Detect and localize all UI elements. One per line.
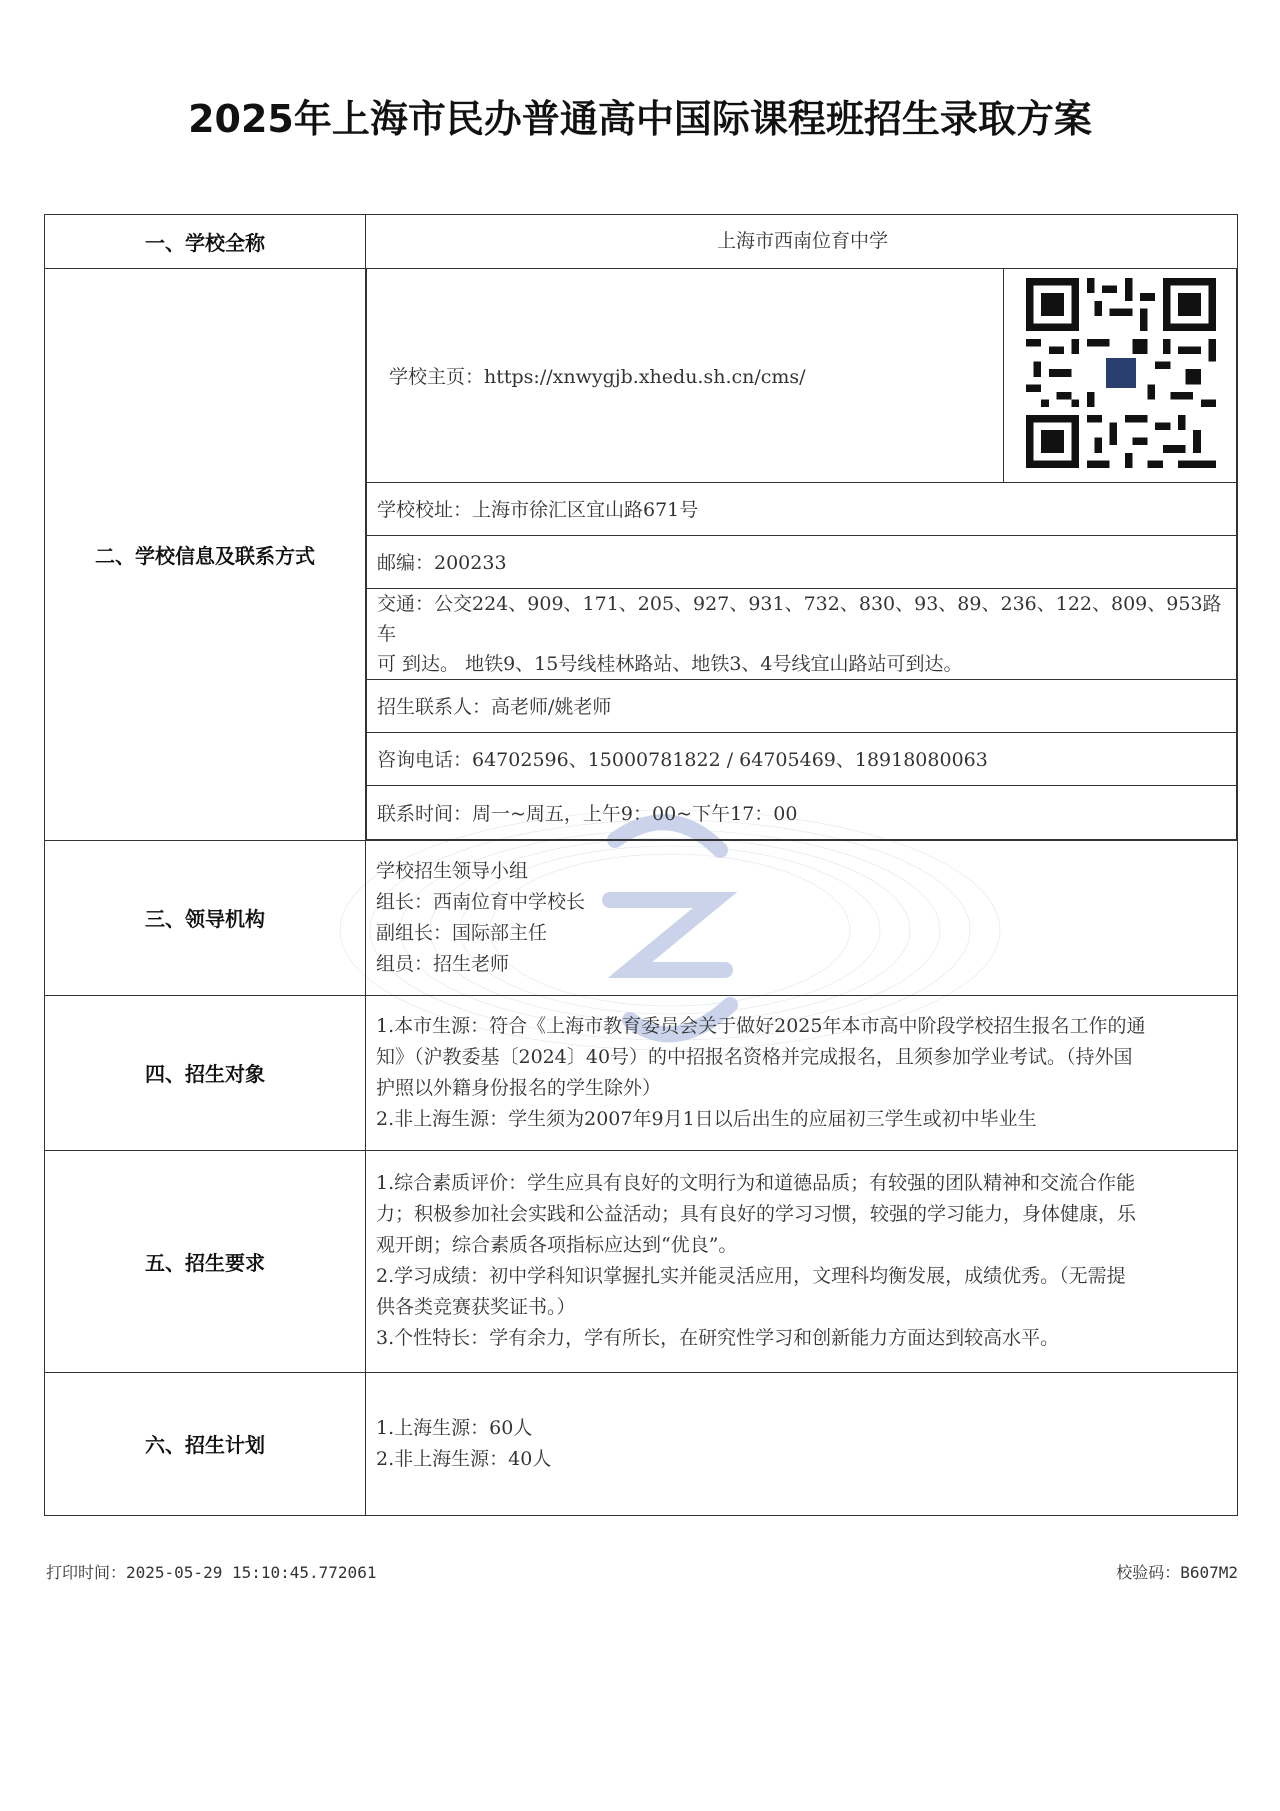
- label-school-info: 二、学校信息及联系方式: [45, 269, 366, 841]
- label-plan: 六、招生计划: [45, 1372, 366, 1515]
- phone-row: [367, 732, 1237, 785]
- qr-code-cell: [1004, 269, 1237, 482]
- requirement-line: 3.个性特长：学有余力，学有所长，在研究性学习和创新能力方面达到较高水平。: [376, 1327, 1060, 1349]
- row-plan: [45, 1372, 1238, 1515]
- requirement-line: 2.学习成绩：初中学科知识掌握扎实并能灵活应用，文理科均衡发展，成绩优秀。（无需提: [376, 1265, 1126, 1287]
- row-requirements: [45, 1150, 1238, 1372]
- hours-row: [367, 785, 1237, 839]
- target-line: 护照以外籍身份报名的学生除外）: [376, 1076, 662, 1099]
- label-target: 四、招生对象: [45, 995, 366, 1150]
- contact-row: [367, 679, 1237, 732]
- leadership-line: 副组长：国际部主任: [376, 921, 548, 944]
- school-name: 上海市西南位育中学: [366, 215, 1238, 269]
- requirement-line: 1.综合素质评价：学生应具有良好的文明行为和道德品质；有较强的团队精神和交流合作能: [376, 1172, 1136, 1194]
- phone-text: 咨询电话：64702596、15000781822 / 64705469、18918080063: [367, 732, 1237, 785]
- label-leadership: 三、领导机构: [45, 840, 366, 995]
- hours-text: 联系时间：周一~周五，上午9：00~下午17：00: [367, 785, 1237, 839]
- address-text: 学校校址：上海市徐汇区宜山路671号: [367, 482, 1237, 535]
- requirement-line: 力；积极参加社会实践和公益活动；具有良好的学习习惯，较强的学习能力，身体健康，乐: [376, 1203, 1137, 1225]
- plan-line: 2.非上海生源：40人: [376, 1447, 552, 1470]
- plan-line: 1.上海生源：60人: [376, 1416, 533, 1439]
- contact-text: 招生联系人：高老师/姚老师: [367, 679, 1237, 732]
- row-school-name: [45, 215, 1238, 269]
- transport-line-1: 交通：公交224、909、171、205、927、931、732、830、93、89、236、122、809、953路车: [377, 592, 1222, 645]
- label-school-name: 一、学校全称: [45, 215, 366, 269]
- row-school-info: [45, 269, 1238, 841]
- check-code: 校验码：B607M2: [1116, 1563, 1238, 1582]
- page-title: 2025年上海市民办普通高中国际课程班招生录取方案: [188, 97, 1092, 141]
- requirement-line: 供各类竞赛获奖证书。）: [376, 1296, 576, 1318]
- homepage-row: [367, 269, 1237, 482]
- label-requirements: 五、招生要求: [45, 1150, 366, 1372]
- transport-row: [367, 588, 1237, 679]
- target-line: 1.本市生源：符合《上海市教育委员会关于做好2025年本市高中阶段学校招生报名工作的通: [376, 1014, 1146, 1037]
- postcode-row: [367, 535, 1237, 588]
- address-row: [367, 482, 1237, 535]
- admission-table: [44, 214, 1238, 1516]
- leadership-line: 学校招生领导小组: [376, 859, 529, 882]
- target-line: 知》（沪教委基〔2024〕40号）的中招报名资格并完成报名，且须参加学业考试。（持外国: [376, 1045, 1133, 1068]
- print-time: 打印时间：2025-05-29 15:10:45.772061: [46, 1563, 377, 1582]
- qr-code-icon: [1026, 278, 1216, 468]
- school-info-table: [366, 269, 1237, 840]
- leadership-line: 组长：西南位育中学校长: [376, 890, 586, 913]
- transport-line-2: 可 到达。 地铁9、15号线桂林路站、地铁3、4号线宜山路站可到达。: [377, 652, 963, 675]
- target-line: 2.非上海生源：学生须为2007年9月1日以后出生的应届初三学生或初中毕业生: [376, 1107, 1037, 1130]
- row-target: [45, 995, 1238, 1150]
- leadership-line: 组员：招生老师: [376, 952, 510, 975]
- row-leadership: [45, 840, 1238, 995]
- postcode-text: 邮编：200233: [367, 535, 1237, 588]
- homepage-text: 学校主页：https://xnwygjb.xhedu.sh.cn/cms/: [367, 269, 1004, 482]
- requirement-line: 观开朗；综合素质各项指标应达到“优良”。: [376, 1234, 738, 1256]
